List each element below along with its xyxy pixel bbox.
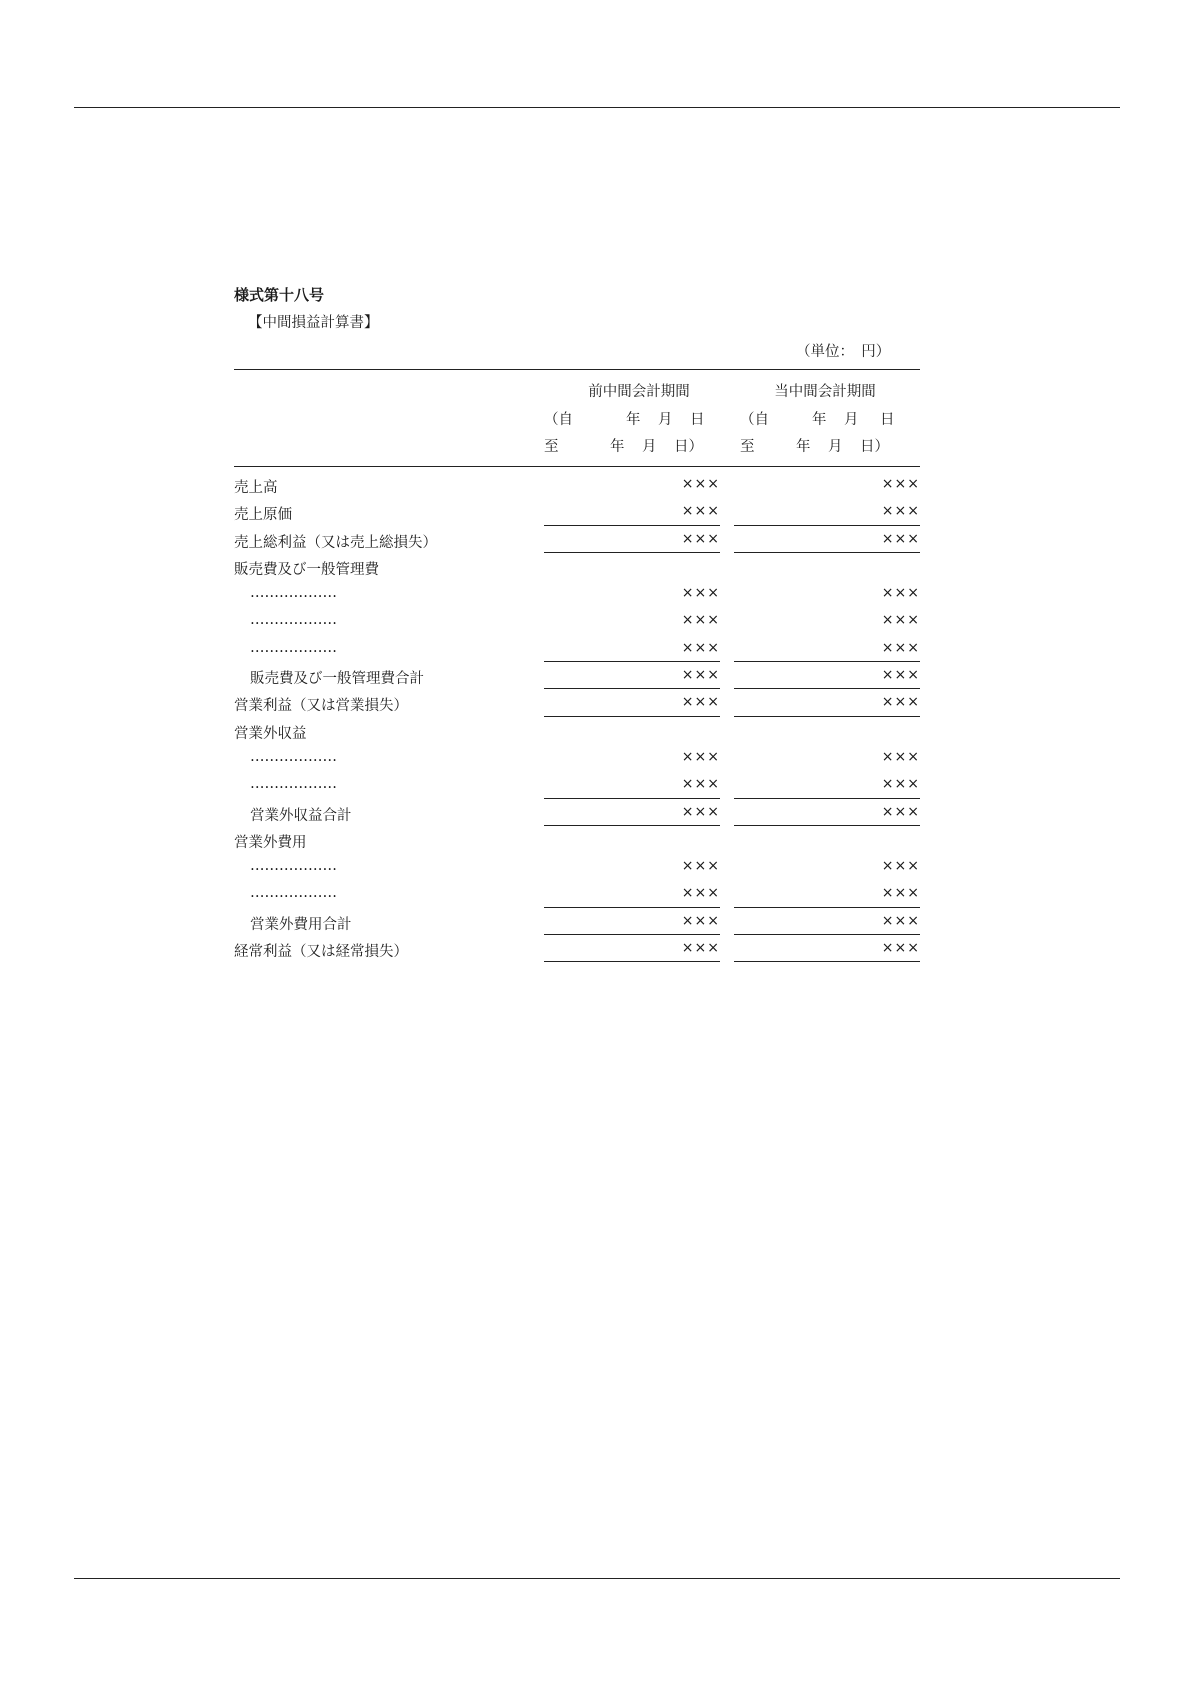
curr-value: ××× [881,694,920,711]
table-row [234,662,920,689]
prev-value-cell [544,853,720,880]
prev-value: ××× [681,803,720,820]
prev-value-cell [544,580,720,607]
curr-value-cell [734,635,920,662]
row-label: 経常利益（又は経常損失） [234,944,408,961]
form-number: 様式第十八号 [234,286,325,304]
curr-from-day: 日 [880,412,895,428]
table-row [234,853,920,880]
prev-value-cell [544,607,720,634]
curr-value-cell [734,580,920,607]
table-row [234,880,920,907]
prev-value: ××× [681,912,720,929]
prev-value-cell [544,908,720,935]
prev-period-title: 前中間会計期間 [588,384,690,400]
curr-value: ××× [881,885,920,902]
prev-value-cell [544,471,720,498]
curr-value: ××× [881,748,920,765]
row-label: 売上総利益（又は売上総損失） [234,534,437,551]
prev-from-month: 月 [658,412,673,428]
curr-value-cell [734,880,920,907]
curr-value: ××× [881,476,920,492]
prev-value: ××× [681,667,720,684]
table-row [234,526,920,553]
curr-value-cell [734,607,920,634]
row-label: ……………… [250,885,337,902]
prev-value: ××× [681,776,720,793]
curr-value-cell [734,744,920,771]
unit-note: （単位： 円） [796,344,891,360]
curr-value: ××× [881,776,920,793]
prev-value-cell [544,635,720,662]
row-label: 営業利益（又は営業損失） [234,698,408,715]
curr-value-cell [734,908,920,935]
curr-value-cell [734,689,920,716]
prev-value: ××× [681,748,720,765]
row-label: ……………… [250,639,337,656]
curr-from-year: 年 [812,412,827,428]
prev-to-year: 年 [610,439,625,455]
curr-value-cell [734,853,920,880]
curr-value-cell [734,662,920,689]
prev-from-open: （自 [544,412,573,428]
table-body [234,467,920,962]
prev-value: ××× [681,530,720,547]
prev-period-header [544,370,734,466]
row-label: ……………… [250,858,337,875]
curr-value: ××× [881,503,920,520]
prev-from-day: 日 [690,412,705,428]
curr-to-day: 日） [860,439,889,455]
table-row [234,799,920,826]
row-label: 営業外収益合計 [250,807,352,824]
curr-value-cell [734,526,920,553]
prev-value-cell [544,935,720,962]
curr-value: ××× [881,667,920,684]
prev-value: ××× [681,858,720,875]
curr-value-cell [734,935,920,962]
curr-value: ××× [881,940,920,957]
row-label: ……………… [250,748,337,765]
curr-period-header [730,370,920,466]
curr-value-cell [734,799,920,826]
row-label: ……………… [250,612,337,629]
curr-value: ××× [881,912,920,929]
curr-value: ××× [881,803,920,820]
prev-value: ××× [681,639,720,656]
curr-value-cell [734,471,920,498]
prev-value-cell [544,771,720,798]
prev-value-cell [544,498,720,525]
table-row [234,908,920,935]
row-label: ……………… [250,776,337,793]
document-title: 【中間損益計算書】 [248,315,379,331]
table-row [234,553,920,580]
prev-value: ××× [681,694,720,711]
income-statement-table [234,369,920,962]
curr-to-year: 年 [796,439,811,455]
prev-value-cell [544,689,720,716]
table-row [234,935,920,962]
prev-value-cell [544,744,720,771]
table-row [234,717,920,744]
prev-value: ××× [681,885,720,902]
prev-value: ××× [681,503,720,520]
prev-to-month: 月 [642,439,657,455]
curr-value: ××× [881,858,920,875]
curr-value: ××× [881,612,920,629]
prev-value-cell [544,880,720,907]
table-row [234,635,920,662]
prev-from-year: 年 [626,412,641,428]
row-label: 営業外収益 [234,725,307,742]
table-row [234,771,920,798]
table-row [234,826,920,853]
prev-value-cell [544,526,720,553]
curr-value-cell [734,498,920,525]
curr-value: ××× [881,530,920,547]
table-row [234,689,920,716]
curr-to-open: 至 [740,439,755,455]
row-label: ……………… [250,585,337,602]
prev-value: ××× [681,476,720,492]
row-label: 販売費及び一般管理費合計 [250,671,424,688]
curr-value: ××× [881,639,920,656]
prev-value-cell [544,799,720,826]
row-label: 売上原価 [234,507,292,524]
prev-value: ××× [681,585,720,602]
table-header [234,369,920,467]
curr-period-title: 当中間会計期間 [774,384,876,400]
table-row [234,580,920,607]
table-row [234,498,920,525]
curr-value-cell [734,771,920,798]
prev-value: ××× [681,940,720,957]
bottom-rule [74,1578,1120,1579]
prev-to-day: 日） [674,439,703,455]
prev-to-open: 至 [544,439,559,455]
table-row [234,471,920,498]
row-label: 営業外費用 [234,834,307,851]
top-rule [74,107,1120,108]
prev-value-cell [544,662,720,689]
curr-from-open: （自 [740,412,769,428]
prev-value: ××× [681,612,720,629]
curr-to-month: 月 [828,439,843,455]
curr-value: ××× [881,585,920,602]
table-row [234,607,920,634]
row-label: 営業外費用合計 [250,916,352,933]
table-row [234,744,920,771]
row-label: 売上高 [234,480,278,496]
row-label: 販売費及び一般管理費 [234,561,379,578]
curr-from-month: 月 [844,412,859,428]
